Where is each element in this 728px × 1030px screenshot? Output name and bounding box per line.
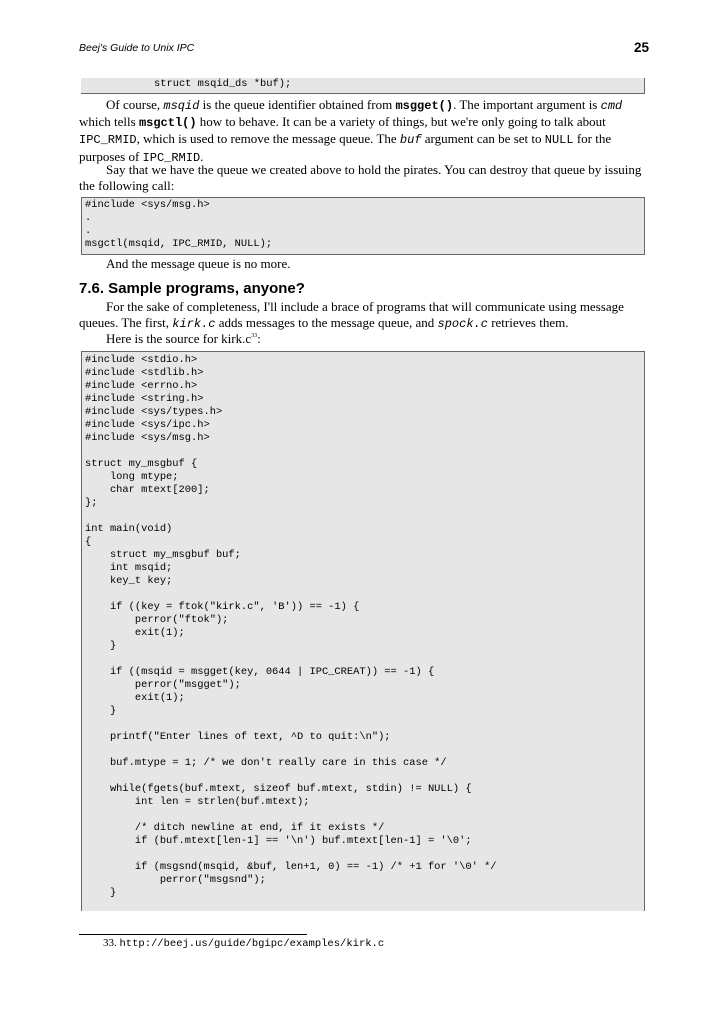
msqid-term: msqid — [163, 99, 200, 113]
page-number: 25 — [633, 40, 649, 55]
footnote-number: 33. — [103, 937, 117, 949]
footnote-divider — [79, 934, 307, 935]
ipc-rmid-term: IPC_RMID — [79, 133, 137, 148]
code-text: #include <sys/msg.h> . . msgctl(msqid, IPC_RMID, NULL); — [85, 199, 273, 250]
msgctl-term: msgctl() — [138, 116, 197, 131]
page-header — [79, 40, 649, 60]
code-block-kirk-source — [81, 351, 645, 911]
spock-filename: spock.c — [437, 317, 488, 332]
ipc-rmid-term: IPC_RMID — [142, 150, 201, 165]
code-block-msgctl-call — [81, 197, 645, 255]
code-block-msgctl-signature — [81, 78, 645, 94]
code-text: #include <stdio.h> #include <stdlib.h> #include <errno.h> #include <string.h> #include <sys/types.h> #include <sys/ipc.h> #include <sys/msg.h> struct my_msgbuf { long mtype; char mtext[200]; }; int main(void) { struct my_msgbuf buf; int msqid; key_t key; if ((key = ftok("kirk.c", 'B')) == -1) { perror("ftok"); exit(1); } if ((msqid = msgget(key, 0644 | IPC_CREAT)) == -1) { perror("msgget"); exit(1); } printf("Enter lines of text, ^D to quit:\n"); buf.mtype = 1; /* we don't really care in this case */ while(fgets(buf.mtext, sizeof buf.mtext, stdin) != NULL) { int len = strlen(buf.mtext); /* ditch newline at end, if it exists */ if (buf.mtext[len-1] == '\n') buf.mtext[len-1] = '\0'; if (msgsnd(msqid, &buf, len+1, 0) == -1) /* +1 for '\0' */ perror("msgsnd"); } — [85, 354, 497, 899]
cmd-term: cmd — [600, 99, 623, 113]
paragraph-sample-programs: For the sake of completeness, I'll include a brace of programs that will communicate using message queues. The first, kirk.c adds messages to the message queue, and spock.c retrieves them. — [79, 299, 624, 332]
footnote-link[interactable]: http://beej.us/guide/bgipc/examples/kirk.c — [119, 938, 385, 950]
paragraph-kirk-source: Here is the source for $kirk.c^{33}$: — [106, 331, 261, 346]
footnote-reference[interactable]: 33 — [251, 333, 258, 339]
kirk-filename: kirk.c — [172, 317, 216, 332]
running-title: Beej's Guide to Unix IPC — [79, 42, 195, 54]
msgget-term: msgget() — [395, 99, 454, 113]
section-heading: 7.6. Sample programs, anyone? — [79, 280, 305, 297]
paragraph-msgctl-explanation: Of course, msqid is the queue identifier obtained from msgget(). The important argument is cmd which tells msgctl() how to behave. It can be a variety of things, but we're only going to talk about IPC_RMID, which is used to remove the message queue. The buf argument can be set to NULL for the purposes of IPC_RMID. — [79, 97, 623, 165]
code-text: struct msqid_ds *buf); — [154, 78, 292, 90]
buf-term: buf — [399, 133, 422, 148]
null-term: NULL — [544, 133, 574, 148]
paragraph-destroy-queue: Say that we have the queue we created above to hold the pirates. You can destroy that queue by issuing the following call: — [79, 162, 642, 194]
footnote — [103, 937, 384, 950]
paragraph-queue-gone: And the message queue is no more. — [106, 256, 291, 271]
